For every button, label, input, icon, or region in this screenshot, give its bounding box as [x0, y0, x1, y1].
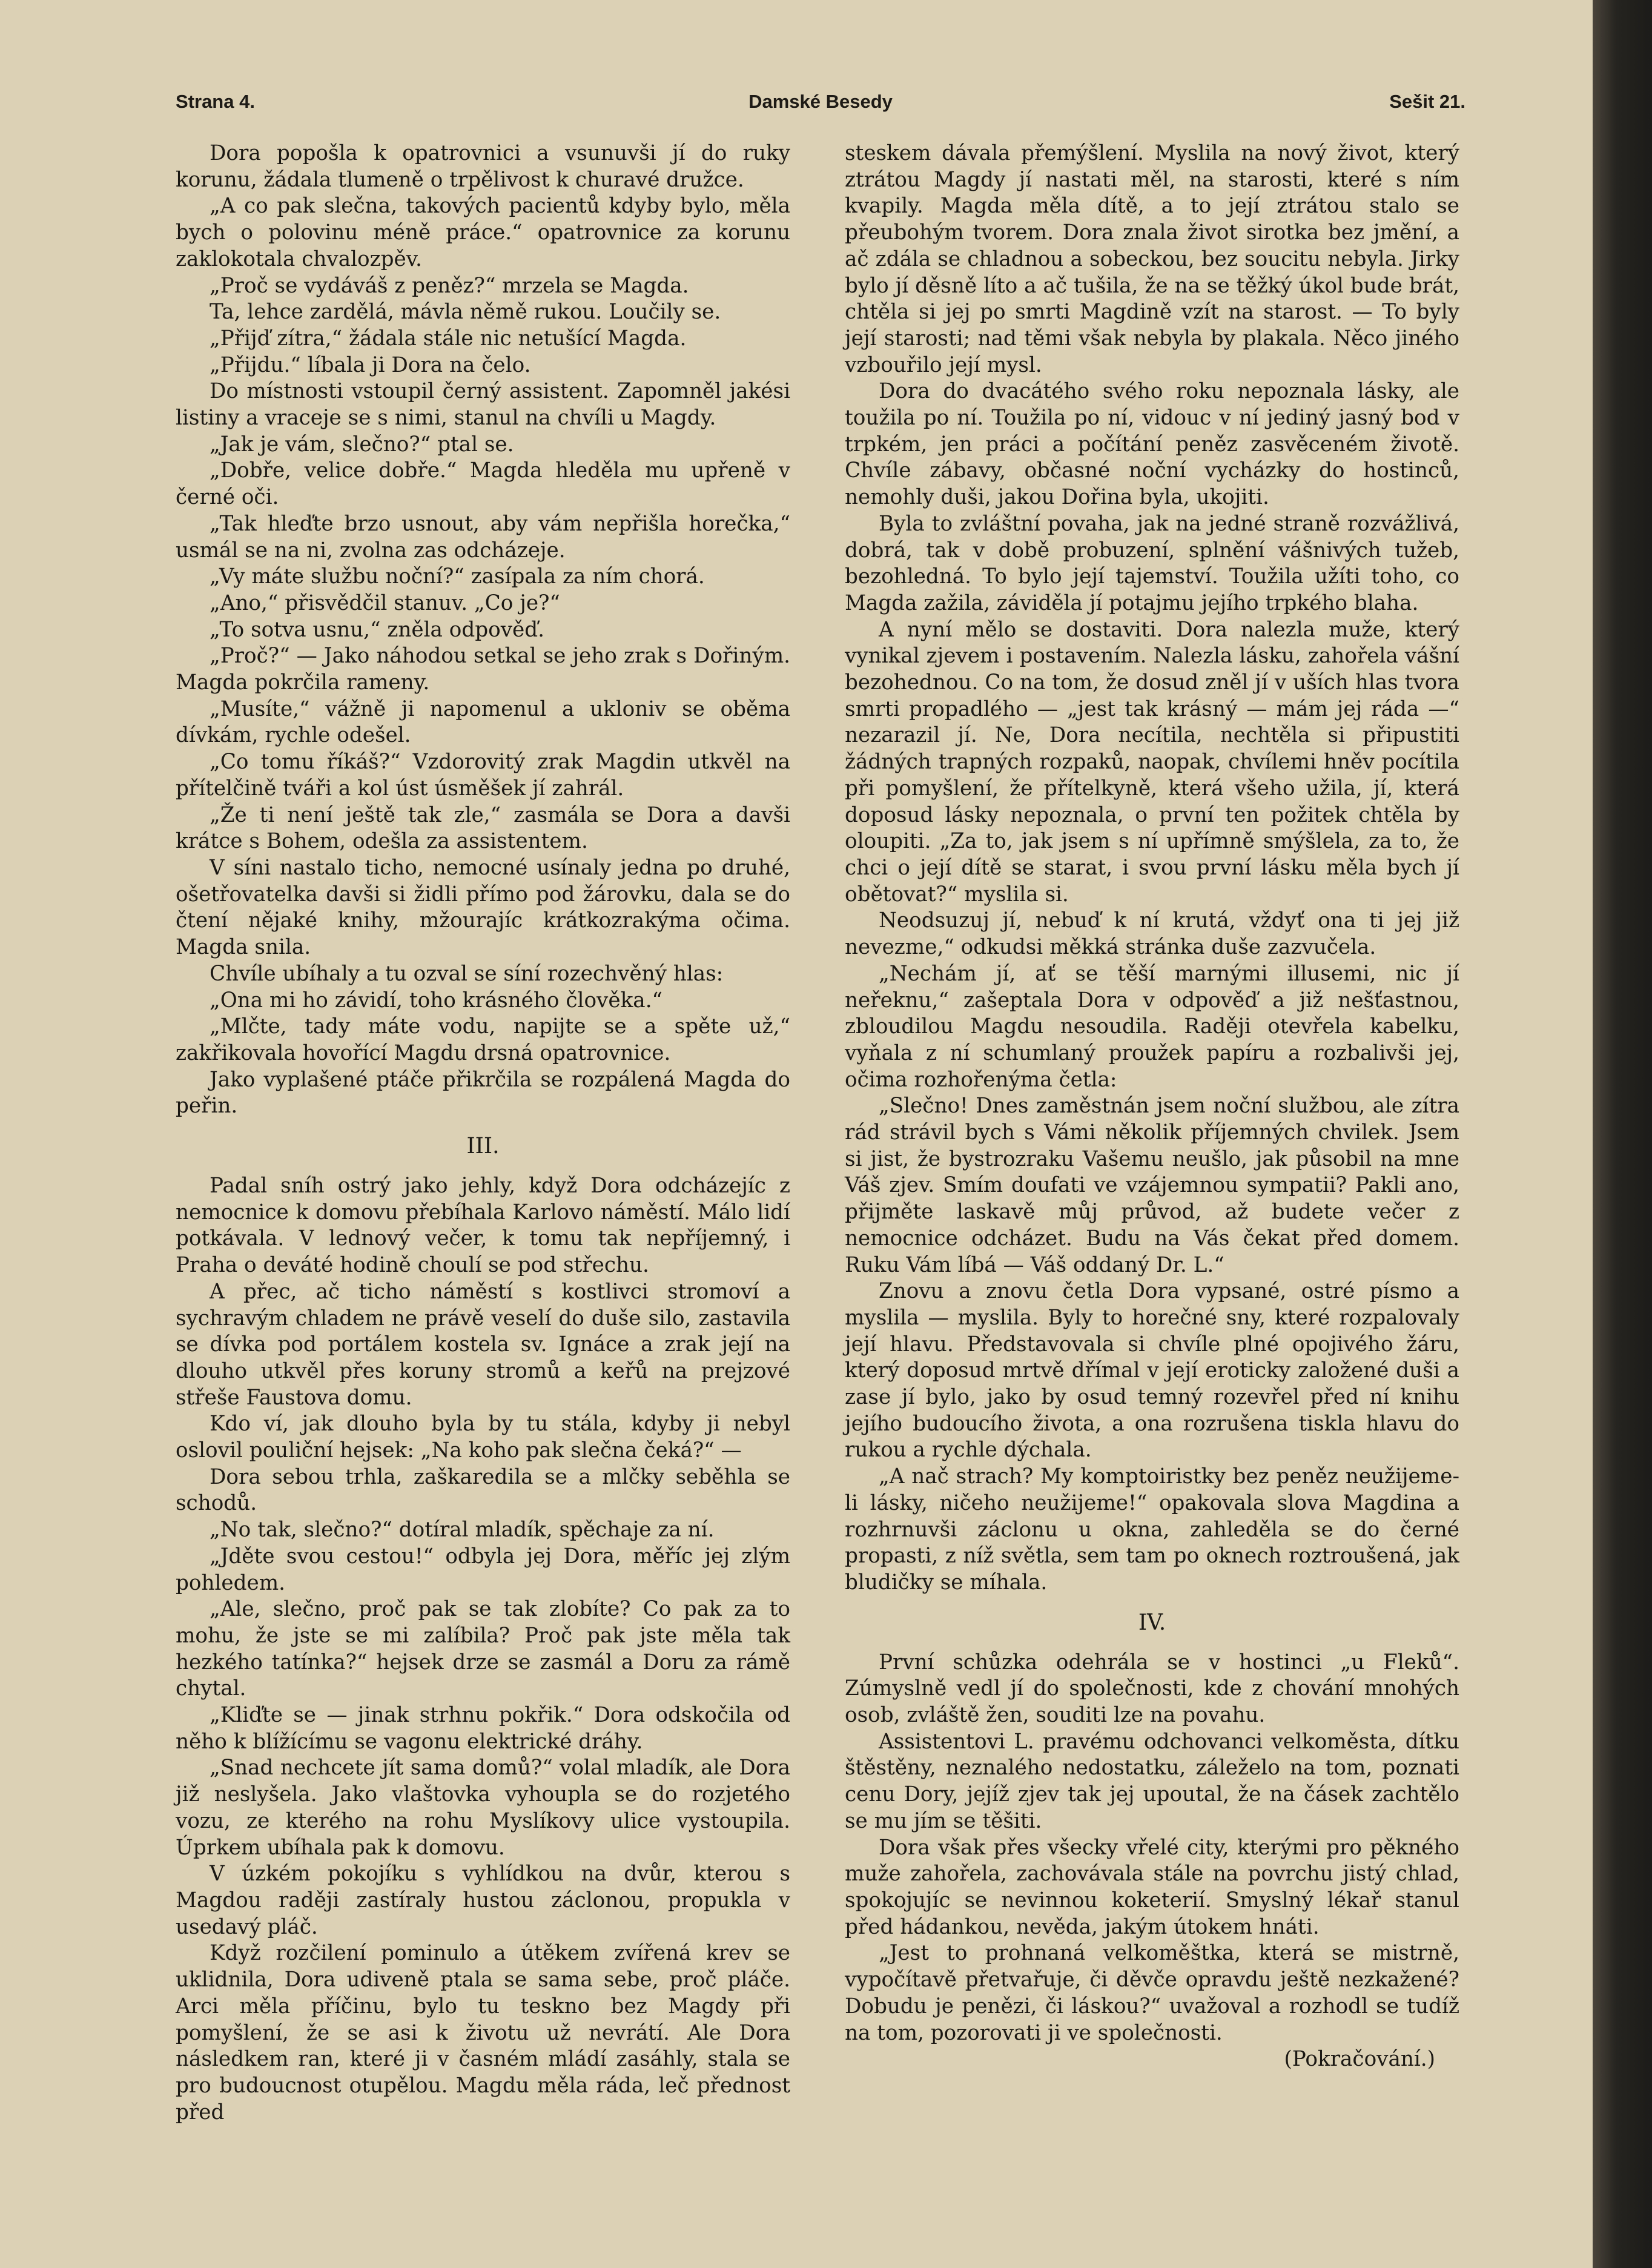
- section-heading-4: IV.: [1138, 1610, 1166, 1635]
- paragraph: „Tak hleďte brzo usnout, aby vám nepřišla horečka,“ usmál se na ni, zvolna zas odcházeje.: [176, 511, 790, 563]
- continued-note: (Pokračování.): [1284, 2047, 1435, 2072]
- paragraph: „Nechám jí, ať se těší marnými illusemi, nic jí neřeknu,“ zašeptala Dora v odpověď a již nešťastnou, zbloudilou Magdu nesoudila. Raději otevřela kabelku, vyňala z ní schumlaný proužek papíru a rozbalivši jej, očima rozhořenýma četla:: [845, 961, 1459, 1092]
- page-number: Strana 4.: [176, 91, 255, 112]
- paragraph: Assistentovi L. pravému odchovanci velkoměsta, dítku štěstěny, neznalého nedostatku, záleželo na tom, poznati cenu Dory, jejíž zjev tak jej upoutal, že na čásek zachtělo se mu jím se těšiti.: [845, 1729, 1459, 1833]
- paragraph: Dora do dvacátého svého roku nepoznala lásky, ale toužila po ní. Toužila po ní, vidouc v ní jediný jasný bod v trpkém, jen práci a počítání peněz zasvěceném životě. Chvíle zábavy, občasné noční vycházky do hostinců, nemohly duši, jakou Dořina byla, ukojiti.: [845, 379, 1459, 510]
- paragraph: „Jděte svou cestou!“ odbyla jej Dora, měříc jej zlým pohledem.: [176, 1544, 790, 1595]
- journal-title: Damské Besedy: [748, 91, 893, 112]
- paragraph: „Snad nechcete jít sama domů?“ volal mladík, ale Dora již neslyšela. Jako vlaštovka vyhoupla se do rozjetého vozu, ze kterého na rohu Myslíkovy ulice vystoupila. Úprkem ubíhala pak k domovu.: [176, 1756, 790, 1860]
- paragraph: Neodsuzuj jí, nebuď k ní krutá, vždyť ona ti jej již nevezme,“ odkudsi měkká stránka duše zazvučela.: [845, 908, 1459, 960]
- left-column: [176, 141, 790, 2126]
- paragraph: A nyní mělo se dostaviti. Dora nalezla muže, který vynikal zjevem i postavením. Nalezla lásku, zahořela vášní bezohednou. Co na tom, že dosud zněl jí v uších hlas tvora smrti propadlého — „jest tak krásný — mám jej ráda —“ nezarazil jí. Ne, Dora necítila, nechtěla si připustiti žádných trapných rozpaků, naopak, chvílemi hněv pocítila při pomyšlení, že přítelkyně, která všeho užila, jí, která doposud lásky nepoznala, o první ten požitek chtěla by oloupiti. „Za to, jak jsem s ní upřímně smýšlela, za to, že chci o její dítě se starat, i svou první lásku měla bych jí obětovat?“ myslila si.: [845, 617, 1459, 907]
- paragraph: Dora popošla k opatrovnici a vsunuvši jí do ruky korunu, žádala tlumeně o trpělivost k churavé družce.: [176, 141, 790, 192]
- paragraph: „Jest to prohnaná velkoměštka, která se mistrně, vypočítavě přetvařuje, či děvče opravdu ještě nezkažené? Dobudu je penězi, či láskou?“ uvažoval a rozhodl se tudíž na tom, pozorovati ji ve společnosti.: [845, 1941, 1459, 2045]
- paragraph: Ta, lehce zardělá, mávla němě rukou. Loučily se.: [210, 300, 721, 325]
- paragraph: „Ona mi ho závidí, toho krásného člověka.“: [210, 988, 663, 1013]
- page-header: [176, 91, 1465, 121]
- paragraph: Když rozčilení pominulo a útěkem zvířená krev se uklidnila, Dora udiveně ptala se sama sebe, proč pláče. Arci měla příčinu, bylo tu teskno bez Magdy při pomyšlení, že se asi k životu už nevrátí. Ale Dora následkem ran, které ji v časném mládí zasáhly, stala se pro budoucnost otupělou. Magdu měla ráda, leč přednost před: [176, 1941, 790, 2124]
- paragraph: „Že ti není ještě tak zle,“ zasmála se Dora a davši krátce s Bohem, odešla za assistentem.: [176, 802, 790, 854]
- paragraph: „Proč?“ — Jako náhodou setkal se jeho zrak s Dořiným. Magda pokrčila rameny.: [176, 644, 790, 695]
- paragraph: „Kliďte se — jinak strhnu pokřik.“ Dora odskočila od něho k blížícímu se vagonu elektrické dráhy.: [176, 1703, 790, 1754]
- paragraph: A přec, ač ticho náměstí s kostlivci stromoví a sychravým chladem ne právě veselí do duše silo, zastavila se dívka pod portálem kostela sv. Ignáce a zrak její na dlouho utkvěl přes koruny stromů a keřů na prejzové střeše Faustova domu.: [176, 1279, 790, 1410]
- paragraph: Chvíle ubíhaly a tu ozval se síní rozechvěný hlas:: [210, 961, 724, 986]
- letter-paragraph: „Slečno! Dnes zaměstnán jsem noční službou, ale zítra rád strávil bych s Vámi několik příjemných chvilek. Jsem si jist, že bystrozraku Vašemu neušlo, jak působil na mne Váš zjev. Smím doufati ve vzájemnou sympatii? Pakli ano, přijměte laskavě můj průvod, až budete večer z nemocnice odcházet. Budu na Vás čekat před domem. Ruku Vám líbá — Váš oddaný Dr. L.“: [845, 1094, 1459, 1277]
- paragraph: Kdo ví, jak dlouho byla by tu stála, kdyby ji nebyl oslovil pouliční hejsek: „Na koho pak slečna čeká?“ —: [176, 1412, 790, 1463]
- right-column: [845, 141, 1459, 2073]
- issue-number: Sešit 21.: [1389, 91, 1465, 112]
- paragraph: „Jak je vám, slečno?“ ptal se.: [210, 432, 514, 457]
- paragraph: „Přijď zítra,“ žádala stále nic netušící Magda.: [210, 326, 687, 351]
- paragraph: „Proč se vydáváš z peněz?“ mrzela se Magda.: [210, 273, 689, 298]
- paragraph: „Vy máte službu noční?“ zasípala za ním chorá.: [210, 564, 705, 589]
- paragraph: Byla to zvláštní povaha, jak na jedné straně rozvážlivá, dobrá, tak v době probuzení, splnění vášnivých tužeb, bezohledná. To bylo její tajemství. Toužila užíti toho, co Magda zažila, záviděla jí potajmu jejího trpkého blaha.: [845, 511, 1459, 615]
- paragraph: Dora však přes všecky vřelé city, kterými pro pěkného muže zahořela, zachovávala stále na povrchu jistý chlad, spokojujíc se nevinnou koketerií. Smyslný lékař stanul před hádankou, nevěda, jakým útokem hnáti.: [845, 1835, 1459, 1939]
- section-heading-3: III.: [466, 1134, 500, 1159]
- paragraph: „Co tomu říkáš?“ Vzdorovitý zrak Magdin utkvěl na přítelčině tváři a kol úst úsměšek jí zahrál.: [176, 750, 790, 801]
- paragraph: „Mlčte, tady máte vodu, napijte se a spěte už,“ zakřikovala hovořící Magdu drsná opatrovnice.: [176, 1014, 790, 1065]
- paragraph: Jako vyplašené ptáče přikrčila se rozpálená Magda do peřin.: [176, 1067, 790, 1119]
- paragraph: „Přijdu.“ líbala ji Dora na čelo.: [210, 352, 531, 377]
- paragraph: „Dobře, velice dobře.“ Magda hleděla mu upřeně v černé oči.: [176, 458, 790, 510]
- paragraph: „Ale, slečno, proč pak se tak zlobíte? Co pak za to mohu, že jste se mi zalíbila? Proč pak jste měla tak hezkého tatínka?“ hejsek drze se zasmál a Doru za rámě chytal.: [176, 1597, 790, 1701]
- paragraph: „Musíte,“ vážně ji napomenul a ukloniv se oběma dívkám, rychle odešel.: [176, 696, 790, 748]
- book-binding-edge: [1593, 0, 1652, 2268]
- paragraph-continued: steskem dávala přemýšlení. Myslila na nový život, který ztrátou Magdy jí nastati měl, na starosti, které s ním kvapily. Magda měla dítě, a to její ztrátou stalo se přeubohým tvorem. Dora znala život sirotka bez jmění, a ač zdála se chladnou a sobeckou, bez soucitu nebyla. Jirky bylo jí děsně líto a ač tušila, že na se těžký úkol bude brát, chtěla si jej po smrti Magdině vzít na starost. — To byly její starosti; nad těmi však nebyla by plakala. Něco jiného vzbouřilo její mysl.: [845, 141, 1459, 377]
- paragraph: „A nač strach? My komptoiristky bez peněz neužijeme-li lásky, ničeho neužijeme!“ opakovala slova Magdina a rozhrnuvši záclonu u okna, zahleděla se do černé propasti, z níž světla, sem tam po oknech roztroušená, jak bludičky se míhala.: [845, 1464, 1459, 1595]
- paragraph: „No tak, slečno?“ dotíral mladík, spěchaje za ní.: [210, 1518, 715, 1542]
- paragraph: Padal sníh ostrý jako jehly, když Dora odcházejíc z nemocnice k domovu přebíhala Karlovo náměstí. Málo lidí potkávala. V lednový večer, k tomu tak nepříjemný, i Praha o deváté hodině choulí se pod střechu.: [176, 1174, 790, 1278]
- paragraph: „To sotva usnu,“ zněla odpověď.: [210, 617, 545, 642]
- paragraph: Dora sebou trhla, zaškaredila se a mlčky seběhla se schodů.: [176, 1464, 790, 1516]
- paragraph: V síni nastalo ticho, nemocné usínaly jedna po druhé, ošetřovatelka davši si židli přímo pod žárovku, dala se do čtení nějaké knihy, mžourajíc krátkozrakýma očima. Magda snila.: [176, 855, 790, 960]
- paragraph: „A co pak slečna, takových pacientů kdyby bylo, měla bych o polovinu méně práce.“ opatrovnice za korunu zaklokotala chvalozpěv.: [176, 194, 790, 271]
- paragraph: Znovu a znovu četla Dora vypsané, ostré písmo a myslila — myslila. Byly to horečné sny, které rozpalovaly její hlavu. Představovala si chvíle plné opojivého žáru, který doposud mrtvě dřímal v její eroticky založené duši a zase jí bylo, jako by osud temný rozevřel před ní knihu jejího budoucího života, a ona rozrušena tiskla hlavu do rukou a rychle dýchala.: [845, 1279, 1459, 1463]
- paragraph: „Ano,“ přisvědčil stanuv. „Co je?“: [210, 590, 560, 615]
- paragraph: Do místnosti vstoupil černý assistent. Zapomněl jakési listiny a vraceje se s nimi, stanul na chvíli u Magdy.: [176, 379, 790, 431]
- paragraph: V úzkém pokojíku s vyhlídkou na dvůr, kterou s Magdou raději zastíraly hustou záclonou, propukla v usedavý pláč.: [176, 1862, 790, 1939]
- paragraph: První schůzka odehrála se v hostinci „u Fleků“. Zúmyslně vedl jí do společnosti, kde z chování mnohých osob, zvláště žen, souditi lze na povahu.: [845, 1650, 1459, 1728]
